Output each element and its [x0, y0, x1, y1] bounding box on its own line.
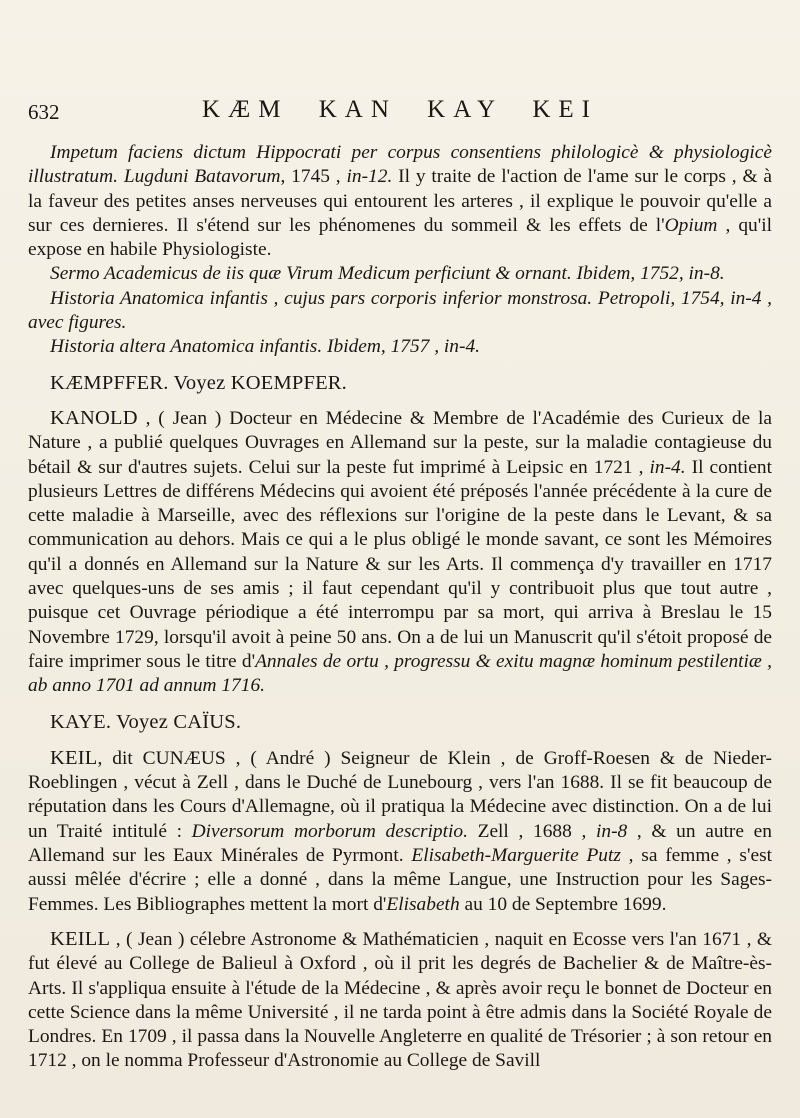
- text-run: au 10 de Septembre 1699.: [459, 893, 667, 915]
- page-number: 632: [28, 100, 60, 124]
- format-italic: in-4.: [649, 456, 686, 478]
- format-italic: in-12.: [346, 166, 393, 188]
- text-run: , ( Jean ) célebre Astronome & Mathématicien , naquit en Ecosse vers l'an 1671 , & fut élevé au College de Balieul à Oxford , où il prit les degrés de Bachelier & de Maître-ès-Arts. Il s'appliqua ensuite à l'étude de la Médecine , & après avoir reçu le bonnet de Docteur en cette Science dans la même Université , il ne tarda point à être admis dans la Société Royale de Londres. En 1709 , il passa dans la Nouvelle Angleterre en qualité de Trésorier ; à son retour en 1712 , on le nomma Professeur d'Astronomie au College de Savill: [28, 928, 772, 1072]
- text-run: Il y traite de l'action de l'ame sur le corps , & à la faveur des petites anses nerveuses qui entourent les arteres , il explique le pouvoir qu'elle a sur ces dernieres. Il s'étend sur les phénomenes du sommeil & les effets de l': [28, 166, 772, 236]
- paragraph-impetum: [28, 141, 772, 262]
- page-header: [28, 96, 772, 126]
- text-run: , 1745 ,: [280, 166, 347, 188]
- name-italic: Elisabeth: [386, 893, 460, 915]
- page-body: [28, 141, 772, 1074]
- entry-keil: [28, 746, 772, 917]
- headword: KANOLD: [50, 406, 138, 429]
- headword: KEILL: [50, 927, 111, 950]
- text-run: , ( Jean ) Docteur en Médecine & Membre de l'Académie des Curieux de la Nature , a publié quelques Ouvrages en Allemand sur la peste, sur la maladie contagieuse du bétail & sur d'autres sujets. Celui sur la peste fut imprimé à Leipsic en 1721 ,: [28, 407, 772, 478]
- entry-kaye: [28, 710, 772, 735]
- text-run: Il contient plusieurs Lettres de différens Médecins qui avoient été préposés l'année précédente à la cure de cette maladie à Marseille, avec des réflexions sur l'origine de la peste dans le Levant, & sa communication au dehors. Mais ce qui a le plus obligé le monde savant, ce sont les Mémoires qu'il a donnés en Allemand sur la Nature & sur les Arts. Il commença d'y travailler en 1717 avec quelques-uns de ses amis ; il faut cependant qu'il y contribuoit plus que tout autre , puisque cet Ouvrage périodique a été interrompu par sa mort, qui arriva à Breslau le 15 Novembre 1729, lorsqu'il avoit à peine 50 ans. On a de lui un Manuscrit qu'il s'étoit proposé de faire imprimer sous le titre d': [28, 456, 772, 672]
- title-italic: Annales de ortu , progressu & exitu magnæ hominum pestilentiæ , ab anno 1701 ad annum 1716.: [28, 650, 772, 697]
- paragraph-historia-2: Historia altera Anatomica infantis. Ibidem, 1757 , in-4.: [50, 336, 480, 358]
- paragraph-historia-1: Historia Anatomica infantis , cujus pars corporis inferior monstrosa. Petropoli, 1754, in-4 , avec figures.: [28, 287, 772, 334]
- paragraph-sermo: Sermo Academicus de iis quæ Virum Medicum perficiunt & ornant. Ibidem, 1752, in-8.: [50, 263, 725, 285]
- headword: KÆMPFFER. Voyez KOEMPFER.: [50, 371, 348, 394]
- text-run: , qu'il expose en habile Physiologiste.: [28, 214, 773, 261]
- text-run: , sa femme , s'est aussi mêlée d'écrire ; elle a donné , dans la même Langue, une Instruction pour les Sages-Femmes. Les Bibliographes mettent la mort d': [28, 845, 772, 915]
- format-italic: in-8: [595, 820, 628, 842]
- running-title: KÆM KAN KAY KEI: [201, 96, 598, 123]
- entry-keill: [28, 927, 772, 1074]
- text-run: Zell , 1688 ,: [467, 820, 596, 842]
- title-italic: Impetum faciens dictum Hippocrati per corpus consentiens philologicè & physiologicè illustratum. Lugduni Batavorum: [28, 142, 772, 188]
- term-italic: Opium: [664, 214, 718, 236]
- headword: KEIL: [50, 746, 98, 769]
- entry-kanold: [28, 406, 772, 699]
- entry-kaempffer: [28, 371, 772, 396]
- text-run: , dit CUNÆUS , ( André ) Seigneur de Klein , de Groff-Roesen & de Nieder-Roeblingen , vécut à Zell , dans le Duché de Lunebourg , vers l'an 1688. Il se fit beaucoup de réputation dans les Cours d'Allemagne, où il pratiqua la Médecine avec distinction. On a de lui un Traité intitulé :: [28, 747, 772, 842]
- headword: KAYE. Voyez CAÏUS.: [50, 710, 242, 733]
- title-italic: Diversorum morborum descriptio.: [191, 820, 468, 842]
- text-run: , & un autre en Allemand sur les Eaux Minérales de Pyrmont.: [28, 820, 772, 867]
- name-italic: Elisabeth-Marguerite Putz: [411, 845, 621, 867]
